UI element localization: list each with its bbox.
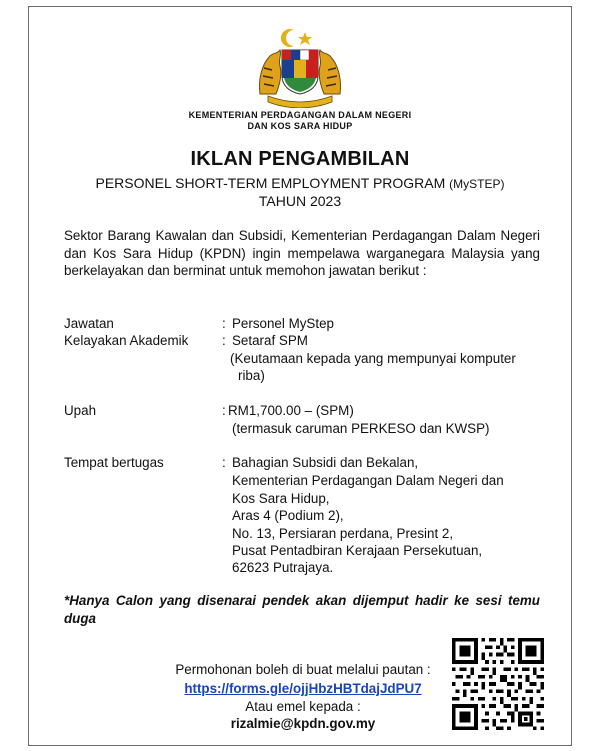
address-line: Kementerian Perdagangan Dalam Negeri dan (232, 473, 504, 488)
address-line: Aras 4 (Podium 2), (232, 508, 344, 523)
kelayakan-note: (Keutamaan kepada yang mempunyai komputer (230, 351, 516, 366)
email-row (160, 716, 446, 731)
email-prefix: Atau emel kepada : (245, 699, 361, 714)
program-year: TAHUN 2023 (258, 193, 342, 209)
tempat-label: Tempat bertugas (64, 455, 164, 470)
upah-label: Upah (64, 403, 97, 418)
apply-text: Permohonan boleh di buat melalui pautan : (175, 662, 431, 677)
program-name: PERSONEL SHORT-TERM EMPLOYMENT PROGRAM (95, 175, 446, 191)
colon: : (222, 455, 226, 470)
colon: : (222, 316, 226, 331)
application-form-link[interactable]: https://forms.gle/ojjHbzHBTdajJdPU7 (184, 681, 422, 696)
program-abbrev: (MySTEP) (449, 177, 505, 191)
upah-value: RM1,700.00 – (SPM) (228, 403, 354, 418)
upah-note: (termasuk caruman PERKESO dan KWSP) (232, 421, 490, 436)
qr-code-icon[interactable] (452, 638, 544, 730)
kelayakan-label: Kelayakan Akademik (64, 333, 189, 348)
jawatan-value: Personel MyStep (232, 316, 334, 331)
address-line: No. 13, Persiaran perdana, Presint 2, (232, 526, 454, 541)
kelayakan-note-cont: riba) (238, 368, 265, 383)
address-line: Bahagian Subsidi dan Bekalan, (232, 455, 419, 470)
colon: : (222, 333, 226, 348)
kelayakan-value: Setaraf SPM (232, 333, 308, 348)
page-title: IKLAN PENGAMBILAN (190, 148, 410, 170)
ministry-name-line-2: DAN KOS SARA HIDUP (247, 121, 353, 131)
jawatan-label: Jawatan (64, 316, 114, 331)
malaysia-coat-of-arms-icon (254, 24, 346, 108)
program-subtitle (0, 175, 600, 191)
contact-email[interactable]: rizalmie@kpdn.gov.my (230, 716, 376, 731)
colon: : (222, 403, 226, 418)
shortlist-note: *Hanya Calon yang disenarai pendek akan dijemput hadir ke sesi temu duga (64, 593, 540, 626)
intro-paragraph: Sektor Barang Kawalan dan Subsidi, Kementerian Perdagangan Dalam Negeri dan Kos Sara Hidup (KPDN) ingin mempelawa warganegara Malaysia yang berkelayakan dan berminat untuk memohon jawatan berikut : (64, 228, 540, 278)
address-line: 62623 Putrajaya. (232, 560, 334, 575)
apply-link-row (160, 681, 446, 696)
ministry-name-line-1: KEMENTERIAN PERDAGANGAN DALAM NEGERI (188, 110, 412, 120)
address-line: Kos Sara Hidup, (232, 491, 330, 506)
address-line: Pusat Pentadbiran Kerajaan Persekutuan, (232, 543, 483, 558)
